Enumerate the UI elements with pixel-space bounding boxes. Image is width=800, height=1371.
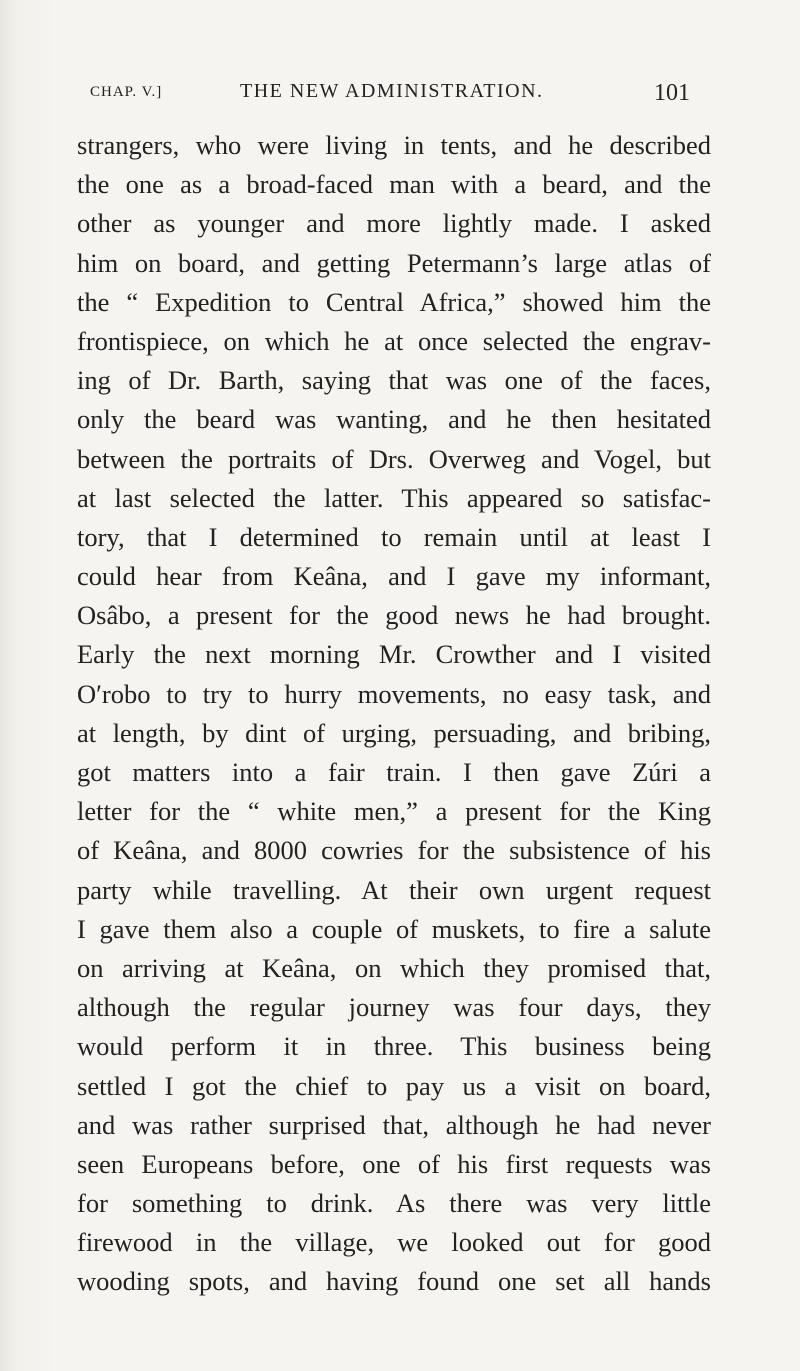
text-line: wooding spots, and having found one set all hands [77, 1266, 711, 1297]
text-line: would perform it in three. This business being [77, 1031, 711, 1062]
text-line: I gave them also a couple of muskets, to fire a salute [77, 913, 711, 944]
text-line: at length, by dint of urging, persuading, and bribing, [77, 717, 711, 748]
body-text [77, 126, 711, 1302]
text-line: seen Europeans before, one of his first requests was [77, 1148, 711, 1179]
text-line: only the beard was wanting, and he then hesitated [77, 404, 711, 435]
text-line: Osâbo, a present for the good news he had brought. [77, 600, 711, 631]
text-line: settled I got the chief to pay us a visit on board, [77, 1070, 711, 1101]
text-line: firewood in the village, we looked out for good [77, 1227, 711, 1258]
text-line: for something to drink. As there was very little [77, 1188, 711, 1219]
text-line: and was rather surprised that, although he had never [77, 1109, 711, 1140]
text-line: although the regular journey was four days, they [77, 992, 711, 1023]
running-title: THE NEW ADMINISTRATION. [240, 80, 544, 102]
text-line: between the portraits of Drs. Overweg and Vogel, but [77, 443, 711, 474]
chapter-label: CHAP. V.] [90, 84, 163, 100]
text-line: ing of Dr. Barth, saying that was one of the faces, [77, 365, 711, 396]
text-line: at last selected the latter. This appeared so satisfac- [77, 482, 711, 513]
page-number: 101 [654, 80, 690, 106]
text-line: the “ Expedition to Central Africa,” showed him the [77, 286, 711, 317]
text-line: on arriving at Keâna, on which they promised that, [77, 952, 711, 983]
text-line: Early the next morning Mr. Crowther and I visited [77, 639, 711, 670]
text-line: of Keâna, and 8000 cowries for the subsistence of his [77, 835, 711, 866]
text-line: frontispiece, on which he at once selected the engrav- [77, 325, 711, 356]
text-line: him on board, and getting Petermann’s large atlas of [77, 247, 711, 278]
text-line: the one as a broad-faced man with a beard, and the [77, 169, 711, 200]
text-line: O′robo to try to hurry movements, no easy task, and [77, 678, 711, 709]
text-line: got matters into a fair train. I then gave Zúri a [77, 757, 711, 787]
text-line: letter for the “ white men,” a present for the King [77, 796, 711, 827]
text-line: strangers, who were living in tents, and he described [77, 130, 711, 160]
running-head [90, 80, 690, 110]
text-line: could hear from Keâna, and I gave my informant, [77, 561, 711, 592]
text-line: tory, that I determined to remain until at least I [77, 521, 711, 552]
text-line: party while travelling. At their own urgent request [77, 874, 711, 905]
text-line: other as younger and more lightly made. I asked [77, 208, 711, 239]
